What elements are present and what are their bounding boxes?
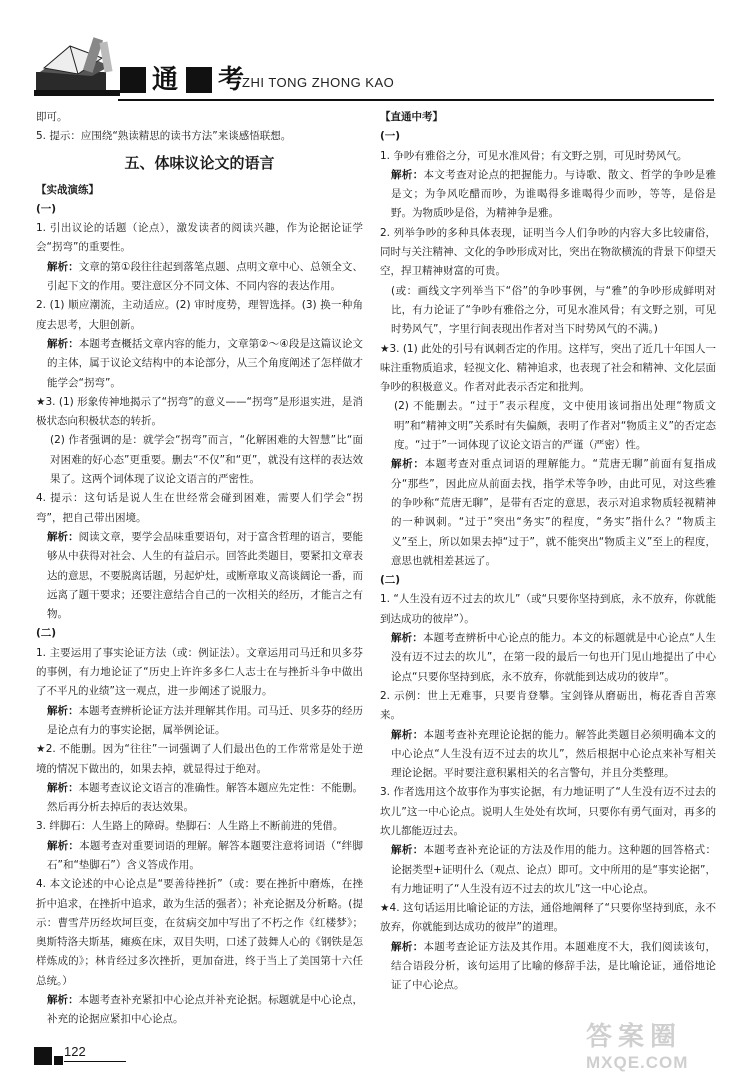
subsection-heading: (一) [380,130,401,143]
analysis [380,938,716,996]
analysis [36,528,363,624]
exam-tag: 【直通中考】 [380,111,443,123]
title-block-shape [120,67,146,93]
answer-item: 1. 争吵有雅俗之分，可见水准风骨；有文野之别，可见时势风气。 [380,149,688,162]
page-header [0,0,750,105]
section-title: 五、体味议论文的语言 [124,153,275,172]
analysis-label: 解析： [47,337,79,350]
watermark-logo [586,1016,736,1076]
analysis [380,841,716,899]
analysis-label: 解析： [391,728,424,741]
analysis [380,629,716,687]
right-column [380,108,716,996]
analysis-label: 解析： [47,704,79,717]
answer-item: 4. 本文论述的中心论点是“要善待挫折”（或：要在挫折中磨炼，在挫折中追求，在挫折中追求，敢为生活的强者）；补充论据及分析略。(提示：曹雪芹历经坎坷巨变，在贫病交加中写出了不朽之作《红楼梦》；奥斯特洛夫斯基，瘫痪在床，双目失明，口述了鼓舞人心的《钢铁是怎样炼成的》；林肯经过多次挫折，更加奋进，终于当上了美国第十六任总统。） [36,878,363,987]
answer-item: ★2. 不能删。因为“往往”一词强调了人们最出色的工作常常是处于逆境的情况下做出的，如果去掉，就显得过于绝对。 [36,743,363,775]
analysis-text: 本题考查补充紧扣中心论点并补充论据。标题就是中心论点，补充的论据应紧扣中心论点。 [47,994,364,1026]
answer-item: 2. 列举争吵的多种具体表现，证明当今人们争吵的内容大多比较庸俗，同时与关注精神、文化的争吵形成对比，突出在物欲横流的背景下仰望天空，捍卫精神财富的可贵。 [380,226,716,278]
answer-item: ★3. (1) 此处的引号有讽刺否定的作用。这样写，突出了近几十年国人一味注重物质追求，轻视文化、精神追求，也表现了社会和精神、文化层面争吵的积极意义。作者对此表示否定和批判。 [380,342,716,394]
analysis [36,779,363,818]
analysis-text: 阅读文章，要学会品味重要语句，对于富含哲理的语言，要能够从中获得对社会、人生的有益启示。回答此类题目，要紧扣文章表达的意思，不要脱离话题，另起炉灶，或断章取义高谈阔论一番，而远离了题干要求；还要注意结合自己的一次相关的经历，才能言之有物。 [47,530,364,621]
footer-block-shape [34,1047,52,1065]
footer-block-shape [54,1056,63,1065]
analysis [36,335,363,393]
answer-item: 2. (1) 顺应潮流，主动适应。(2) 审时度势，理智选择。(3) 换一种角度去思考，大胆创新。 [36,299,363,331]
analysis-text: 本文考查对论点的把握能力。与诗歌、散文、哲学的争吵是雅是文；为争风吃醋而吵，为谁喝得多谁喝得少而吵，等等，是俗是野。为物质吵是俗，为精神争是雅。 [391,168,717,220]
footer-rule [64,1061,126,1062]
header-title [120,62,252,98]
title-block-shape [186,67,212,93]
analysis [380,726,716,784]
answer-item: 3. 绊脚石：人生路上的障碍。垫脚石：人生路上不断前进的凭借。 [36,820,344,833]
analysis-text: 本题考查对重点词语的理解能力。“荒唐无聊”前面有复指成分“那些”，因此应从前面去找，指学术等争吵，由此可见，对这些雅的争吵称“荒唐无聊”，是带有否定的意思，表示对追求物质轻视精神的一种讽刺。“过于”突出“务实”的程度，“务实”指什么？“物质主义”至上，所以如果去掉“过于”，就不能突出“物质主义”至上的程度，意思也就相差甚远了。 [391,458,717,567]
analysis-label: 解析： [47,994,79,1007]
paragraph: 即可。 [36,111,68,123]
answer-item: (或：画线文字列举当下“俗”的争吵事例，与“雅”的争吵形成鲜明对比，有力论证了“争吵有雅俗之分，可见水准风骨；有文野之别，可见时势风气”，字里行间表现出作者对当下时势风气的不满。) [391,284,716,336]
analysis [36,702,363,741]
analysis-text: 本题考查议论文语言的准确性。解答本题应先定性：不能删。然后再分析去掉后的表达效果。 [47,781,364,814]
analysis-label: 解析： [391,168,424,181]
subsection-heading: (一) [36,202,57,215]
watermark-url: MXQE.COM [586,1053,689,1072]
title-char-2: 考 [218,65,245,95]
answer-item: ★3. (1) 形象传神地揭示了“拐弯”的意义——“拐弯”是形退实进，是消极状态向积极状态的转折。 [36,395,363,428]
paragraph: 5. 提示：应围绕“熟读精思的读书方法”来谈感悟联想。 [36,130,292,143]
analysis-text: 本题考查补充论证的方法及作用的能力。这种题的回答格式：论据类型+证明什么（观点、论点）即可。文中所用的是“事实论据”，有力地证明了“人生没有迈不过去的坎儿”这一中心论点。 [391,844,717,895]
analysis-label: 解析： [391,940,424,953]
analysis [36,258,363,297]
practice-tag: 【实战演练】 [36,183,99,196]
analysis-text: 本题考查论证方法及其作用。本题难度不大，我们阅读该句，结合语段分析，该句运用了比喻的修辞手法，是比喻论证，通俗地论证了中心论点。 [391,940,717,992]
analysis-text: 本题考查补充理论论据的能力。解答此类题目必须明确本文的中心论点“人生没有迈不过去的坎儿”，然后根据中心论点来补写相关理论论据。平时要注意积累相关的名言警句，并且分类整理。 [391,728,717,780]
answer-item: (2) 不能删去。“过于”表示程度，文中使用该词指出处理“物质文明”和“精神文明”关系时有失偏颇，表明了作者对“物质主义”的否定态度。“过于”一词体现了议论文语言的严谨（严密）性。 [394,400,716,452]
left-column [36,108,363,1030]
watermark-text: 答案圈 [586,1022,683,1052]
analysis [380,455,716,571]
analysis-label: 解析： [47,260,79,273]
analysis-label: 解析： [47,781,79,794]
answer-item: (2) 作者强调的是：就学会“拐弯”而言，“化解困难的大智慧”比“面对困难的好心态”更重要。删去“不仅”和“更”，就没有这样的表达效果了。这两个词体现了议论文语言的严密性。 [50,434,363,486]
books-illustration-icon [32,32,122,98]
answer-item: 1. 主要运用了事实论证方法（或：例证法）。文章运用司马迁和贝多芬的事例，有力地论证了“历史上许许多多仁人志士在与挫折斗争中做出了不平凡的业绩”这一观点，进一步阐述了说服力。 [36,646,363,698]
answer-item: 2. 示例：世上无难事，只要肯登攀。宝剑锋从磨砺出，梅花香自苦寒来。 [380,689,716,722]
analysis-text: 本题考查辨析论证方法并理解其作用。司马迁、贝多芬的经历是论点有力的事实论据，属举例论证。 [47,704,364,736]
subsection-heading: (二) [36,627,57,640]
analysis-label: 解析： [47,839,80,852]
analysis-label: 解析： [391,844,424,857]
analysis-label: 解析： [391,632,423,645]
analysis [36,837,363,876]
analysis-text: 文章的第①段往往起到落笔点题、点明文章中心、总领全文、引起下文的作用。要注意区分不同文体、不同内容的表达作用。 [47,260,363,293]
analysis-label: 解析： [47,530,79,543]
analysis-text: 本题考查对重要词语的理解。解答本题要注意将词语（“绊脚石”和“垫脚石”）含义答成作用。 [47,839,364,871]
answer-item: 1. “人生没有迈不过去的坎儿”（或“只要你坚持到底，永不放弃，你就能到达成功的彼岸”）。 [380,593,716,625]
title-char-1: 通 [152,65,179,95]
analysis [36,991,363,1030]
analysis-label: 解析： [391,458,425,471]
header-subtitle: ZHI TONG ZHONG KAO [242,75,395,90]
answer-item: 3. 作者选用这个故事作为事实论据，有力地证明了“人生没有迈不过去的坎儿”这一中心论点。说明人生处处有坎坷，只要你有勇气面对，再多的坎儿都能迈过去。 [380,786,716,837]
analysis-text: 本题考查辨析中心论点的能力。本文的标题就是中心论点“人生没有迈不过去的坎儿”，在第一段的最后一句也开门见山地提出了中心论点“只要你坚持到底，永不放弃，你就能到达成功的彼岸”。 [391,632,716,683]
answer-item: ★4. 这句话运用比喻论证的方法，通俗地阐释了“只要你坚持到底，永不放弃，你就能到达成功的彼岸”的道理。 [380,902,716,934]
footer-decoration [34,1047,63,1065]
header-rule [118,99,714,101]
answer-item: 4. 提示：这句话是说人生在世经常会碰到困难，需要人们学会“拐弯”，把自己带出困境。 [36,492,363,524]
analysis [380,166,716,224]
page-number: 122 [64,1044,86,1059]
answer-item: 1. 引出议论的话题（论点），激发读者的阅读兴趣，作为论据论证学会“拐弯”的重要性。 [36,222,363,254]
analysis-text: 本题考查概括文章内容的能力，文章第②～④段是这篇议论文的主体，属于议论文结构中的本论部分，从三个角度阐述了怎样做才能学会“拐弯”。 [47,337,363,389]
subsection-heading: (二) [380,574,401,587]
